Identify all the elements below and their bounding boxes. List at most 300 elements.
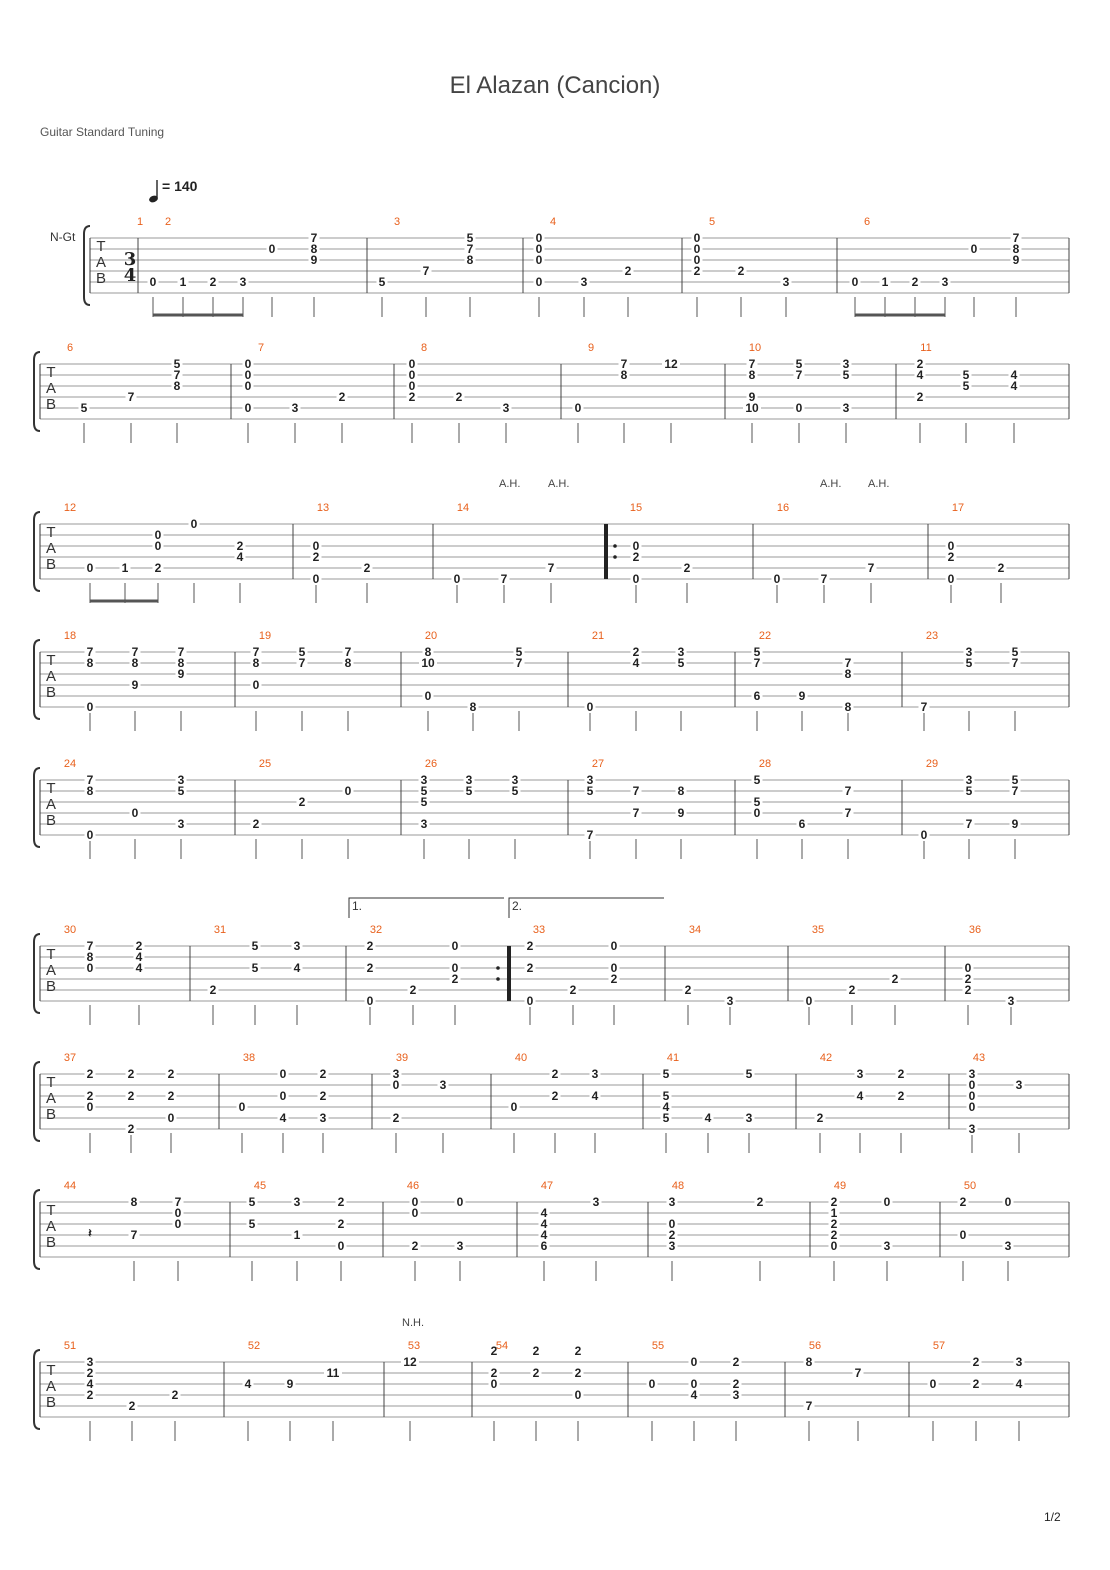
fret-number: 2 bbox=[632, 550, 640, 564]
measure-number: 47 bbox=[540, 1180, 554, 1192]
measure-number: 14 bbox=[456, 502, 470, 514]
fret-number: 0 bbox=[526, 994, 534, 1008]
fret-number: 2 bbox=[532, 1366, 540, 1380]
fret-number: 0 bbox=[453, 572, 461, 586]
fret-number: 2 bbox=[366, 961, 374, 975]
fret-number: 2 bbox=[848, 983, 856, 997]
fret-number: 0 bbox=[968, 1078, 976, 1092]
fret-number: 9 bbox=[798, 689, 806, 703]
fret-number: 0 bbox=[610, 939, 618, 953]
fret-number: 3 bbox=[239, 275, 247, 289]
fret-number: 2 bbox=[167, 1067, 175, 1081]
fret-number: 0 bbox=[668, 1217, 676, 1231]
fret-number: 7 bbox=[1011, 656, 1019, 670]
system-bracket bbox=[34, 1190, 40, 1269]
fret-number: 2 bbox=[916, 390, 924, 404]
tab-system bbox=[34, 1190, 1069, 1281]
measure-number: 12 bbox=[63, 502, 77, 514]
fret-number: 3 bbox=[439, 1078, 447, 1092]
fret-number: 8 bbox=[173, 379, 181, 393]
fret-number: 2 bbox=[830, 1195, 838, 1209]
fret-number: 3 bbox=[1007, 994, 1015, 1008]
fret-number: 0 bbox=[337, 1239, 345, 1253]
fret-number: 7 bbox=[177, 645, 185, 659]
fret-number: 2 bbox=[964, 983, 972, 997]
fret-number: 3 bbox=[591, 1067, 599, 1081]
fret-number: 5 bbox=[586, 784, 594, 798]
system-bracket bbox=[34, 1350, 40, 1429]
fret-number: 0 bbox=[268, 242, 276, 256]
fret-number: 0 bbox=[535, 275, 543, 289]
tab-clef-letter: T bbox=[46, 652, 56, 669]
fret-number: 5 bbox=[173, 357, 181, 371]
tab-clef-letter: A bbox=[45, 380, 57, 397]
fret-number: 2 bbox=[624, 264, 632, 278]
fret-number: 4 bbox=[704, 1111, 712, 1125]
tab-clef-letter: A bbox=[45, 1218, 57, 1235]
system-bracket bbox=[34, 934, 40, 1013]
fret-number: 4 bbox=[632, 656, 640, 670]
fret-number: 3 bbox=[592, 1195, 600, 1209]
fret-number: 7 bbox=[500, 572, 508, 586]
tab-clef-letter: B bbox=[45, 978, 57, 995]
fret-number: 4 bbox=[916, 368, 924, 382]
system-bracket bbox=[34, 512, 40, 591]
fret-number: 6 bbox=[540, 1239, 548, 1253]
fret-number: 0 bbox=[883, 1195, 891, 1209]
fret-number: 7 bbox=[748, 357, 756, 371]
measure-number: 6 bbox=[863, 216, 871, 228]
fret-number: 8 bbox=[86, 656, 94, 670]
tab-clef-letter: B bbox=[95, 270, 107, 287]
fret-number: 2 bbox=[911, 275, 919, 289]
fret-number: 9 bbox=[1011, 817, 1019, 831]
fret-number: 3 bbox=[842, 401, 850, 415]
measure-number: 57 bbox=[932, 1340, 946, 1352]
measure-number: 3 bbox=[393, 216, 401, 228]
fret-number: 8 bbox=[131, 656, 139, 670]
tuning-label: Guitar Standard Tuning bbox=[40, 125, 165, 139]
fret-number: 6 bbox=[753, 689, 761, 703]
tab-clef-letter: B bbox=[45, 396, 57, 413]
fret-number: 3 bbox=[726, 994, 734, 1008]
fret-number: 2 bbox=[526, 961, 534, 975]
fret-number: 3 bbox=[1015, 1355, 1023, 1369]
fret-number: 0 bbox=[830, 1239, 838, 1253]
fret-number: 5 bbox=[677, 656, 685, 670]
harmonic-annotation: A.H. bbox=[548, 478, 570, 490]
fret-number: 0 bbox=[154, 528, 162, 542]
fret-number: 0 bbox=[490, 1377, 498, 1391]
measure-number: 56 bbox=[808, 1340, 822, 1352]
fret-number: 2 bbox=[574, 1344, 582, 1358]
fret-number: 7 bbox=[620, 357, 628, 371]
tab-clef-letter: T bbox=[46, 1074, 56, 1091]
fret-number: 7 bbox=[632, 784, 640, 798]
measure-number: 54 bbox=[495, 1340, 509, 1352]
fret-number: 3 bbox=[842, 357, 850, 371]
fret-number: 4 bbox=[540, 1228, 548, 1242]
fret-number: 0 bbox=[964, 961, 972, 975]
fret-number: 7 bbox=[127, 390, 135, 404]
fret-number: 5 bbox=[965, 656, 973, 670]
fret-number: 8 bbox=[844, 700, 852, 714]
volta-label: 1. bbox=[352, 899, 363, 913]
fret-number: 0 bbox=[456, 1195, 464, 1209]
measure-number: 30 bbox=[63, 924, 77, 936]
measure-number: 8 bbox=[420, 342, 428, 354]
fret-number: 2 bbox=[569, 983, 577, 997]
measure-number: 1 bbox=[136, 216, 144, 228]
fret-number: 0 bbox=[366, 994, 374, 1008]
tab-system bbox=[34, 352, 1069, 443]
measure-number: 7 bbox=[257, 342, 265, 354]
fret-number: 8 bbox=[677, 784, 685, 798]
fret-number: 7 bbox=[344, 645, 352, 659]
fret-number: 3 bbox=[465, 773, 473, 787]
measure-number: 2 bbox=[164, 216, 172, 228]
fret-number: 2 bbox=[897, 1089, 905, 1103]
fret-number: 7 bbox=[547, 561, 555, 575]
fret-number: 5 bbox=[753, 773, 761, 787]
measure-number: 23 bbox=[925, 630, 939, 642]
fret-number: 7 bbox=[844, 784, 852, 798]
fret-number: 5 bbox=[745, 1067, 753, 1081]
repeat-dot bbox=[496, 966, 500, 970]
fret-number: 3 bbox=[293, 939, 301, 953]
fret-number: 0 bbox=[920, 828, 928, 842]
fret-number: 3 bbox=[177, 773, 185, 787]
fret-number: 0 bbox=[693, 231, 701, 245]
fret-number: 7 bbox=[632, 806, 640, 820]
fret-number: 8 bbox=[805, 1355, 813, 1369]
fret-number: 8 bbox=[310, 242, 318, 256]
fret-number: 2 bbox=[209, 983, 217, 997]
fret-number: 2 bbox=[668, 1228, 676, 1242]
fret-number: 8 bbox=[748, 368, 756, 382]
fret-number: 0 bbox=[190, 517, 198, 531]
fret-number: 4 bbox=[244, 1377, 252, 1391]
fret-number: 5 bbox=[842, 368, 850, 382]
fret-number: 5 bbox=[753, 645, 761, 659]
tab-clef-letter: T bbox=[46, 1362, 56, 1379]
fret-number: 5 bbox=[753, 795, 761, 809]
fret-number: 0 bbox=[947, 572, 955, 586]
tab-system bbox=[34, 640, 1069, 731]
fret-number: 2 bbox=[338, 390, 346, 404]
fret-number: 2 bbox=[972, 1377, 980, 1391]
fret-number: 0 bbox=[408, 357, 416, 371]
fret-number: 8 bbox=[86, 784, 94, 798]
tab-clef-letter: B bbox=[45, 556, 57, 573]
fret-number: 7 bbox=[753, 656, 761, 670]
volta-bracket bbox=[349, 898, 504, 918]
fret-number: 9 bbox=[748, 390, 756, 404]
measure-number: 39 bbox=[395, 1052, 409, 1064]
fret-number: 7 bbox=[310, 231, 318, 245]
fret-number: 4 bbox=[540, 1217, 548, 1231]
fret-number: 4 bbox=[236, 550, 244, 564]
fret-number: 2 bbox=[947, 550, 955, 564]
tab-clef-letter: B bbox=[45, 1106, 57, 1123]
fret-number: 7 bbox=[174, 1195, 182, 1209]
fret-number: 0 bbox=[174, 1217, 182, 1231]
fret-number: 0 bbox=[424, 689, 432, 703]
fret-number: 7 bbox=[586, 828, 594, 842]
measure-number: 32 bbox=[369, 924, 383, 936]
fret-number: 0 bbox=[968, 1100, 976, 1114]
fret-number: 0 bbox=[1004, 1195, 1012, 1209]
quarter-rest: 𝄽 bbox=[88, 1226, 92, 1240]
fret-number: 7 bbox=[131, 645, 139, 659]
fret-number: 0 bbox=[451, 939, 459, 953]
fret-number: 3 bbox=[968, 1067, 976, 1081]
fret-number: 9 bbox=[1012, 253, 1020, 267]
fret-number: 7 bbox=[854, 1366, 862, 1380]
fret-number: 0 bbox=[86, 1100, 94, 1114]
fret-number: 0 bbox=[610, 961, 618, 975]
fret-number: 2 bbox=[610, 972, 618, 986]
fret-number: 0 bbox=[154, 539, 162, 553]
fret-number: 4 bbox=[293, 961, 301, 975]
fret-number: 8 bbox=[252, 656, 260, 670]
fret-number: 0 bbox=[244, 357, 252, 371]
fret-number: 0 bbox=[411, 1195, 419, 1209]
fret-number: 0 bbox=[929, 1377, 937, 1391]
fret-number: 4 bbox=[86, 1377, 94, 1391]
fret-number: 7 bbox=[1011, 784, 1019, 798]
measure-number: 5 bbox=[708, 216, 716, 228]
fret-number: 2 bbox=[86, 1366, 94, 1380]
measure-number: 52 bbox=[247, 1340, 261, 1352]
fret-number: 8 bbox=[469, 700, 477, 714]
fret-number: 5 bbox=[251, 961, 259, 975]
fret-number: 3 bbox=[965, 773, 973, 787]
fret-number: 5 bbox=[965, 784, 973, 798]
fret-number: 3 bbox=[668, 1195, 676, 1209]
fret-number: 7 bbox=[820, 572, 828, 586]
fret-number: 2 bbox=[409, 983, 417, 997]
fret-number: 7 bbox=[422, 264, 430, 278]
fret-number: 0 bbox=[174, 1206, 182, 1220]
fret-number: 7 bbox=[515, 656, 523, 670]
measure-number: 21 bbox=[591, 630, 605, 642]
fret-number: 0 bbox=[535, 253, 543, 267]
measure-number: 35 bbox=[811, 924, 825, 936]
fret-number: 2 bbox=[551, 1089, 559, 1103]
fret-number: 3 bbox=[511, 773, 519, 787]
fret-number: 3 bbox=[965, 645, 973, 659]
fret-number: 2 bbox=[154, 561, 162, 575]
fret-number: 5 bbox=[420, 784, 428, 798]
fret-number: 2 bbox=[171, 1388, 179, 1402]
fret-number: 2 bbox=[959, 1195, 967, 1209]
tab-clef-letter: A bbox=[45, 540, 57, 557]
measure-number: 25 bbox=[258, 758, 272, 770]
repeat-dot bbox=[613, 544, 617, 548]
measure-number: 6 bbox=[66, 342, 74, 354]
fret-number: 7 bbox=[86, 939, 94, 953]
fret-number: 2 bbox=[891, 972, 899, 986]
fret-number: 0 bbox=[632, 539, 640, 553]
fret-number: 0 bbox=[131, 806, 139, 820]
fret-number: 5 bbox=[80, 401, 88, 415]
fret-number: 0 bbox=[574, 1388, 582, 1402]
fret-number: 8 bbox=[344, 656, 352, 670]
fret-number: 5 bbox=[466, 231, 474, 245]
fret-number: 0 bbox=[690, 1377, 698, 1391]
fret-number: 2 bbox=[411, 1239, 419, 1253]
fret-number: 7 bbox=[805, 1399, 813, 1413]
tab-clef-letter: A bbox=[95, 254, 107, 271]
fret-number: 5 bbox=[962, 368, 970, 382]
page-number: 1/2 bbox=[1044, 1510, 1061, 1524]
fret-number: 3 bbox=[732, 1388, 740, 1402]
fret-number: 0 bbox=[149, 275, 157, 289]
fret-number: 8 bbox=[130, 1195, 138, 1209]
harmonic-annotation: A.H. bbox=[499, 478, 521, 490]
volta-bracket bbox=[509, 898, 664, 918]
fret-number: 2 bbox=[86, 1067, 94, 1081]
fret-number: 2 bbox=[490, 1344, 498, 1358]
fret-number: 0 bbox=[574, 401, 582, 415]
fret-number: 9 bbox=[131, 678, 139, 692]
measure-number: 11 bbox=[920, 342, 932, 354]
measure-number: 38 bbox=[242, 1052, 256, 1064]
fret-number: 2 bbox=[127, 1089, 135, 1103]
fret-number: 5 bbox=[662, 1089, 670, 1103]
fret-number: 0 bbox=[408, 368, 416, 382]
fret-number: 3 bbox=[677, 645, 685, 659]
fret-number: 0 bbox=[753, 806, 761, 820]
fret-number: 0 bbox=[970, 242, 978, 256]
fret-number: 10 bbox=[745, 401, 759, 415]
measure-number: 10 bbox=[748, 342, 762, 354]
fret-number: 0 bbox=[805, 994, 813, 1008]
system-bracket bbox=[34, 640, 40, 719]
fret-number: 1 bbox=[121, 561, 129, 575]
fret-number: 5 bbox=[1011, 645, 1019, 659]
fret-number: 0 bbox=[851, 275, 859, 289]
tab-clef-letter: T bbox=[46, 524, 56, 541]
fret-number: 2 bbox=[897, 1067, 905, 1081]
fret-number: 7 bbox=[1012, 231, 1020, 245]
fret-number: 0 bbox=[586, 700, 594, 714]
fret-number: 3 bbox=[580, 275, 588, 289]
fret-number: 9 bbox=[177, 667, 185, 681]
fret-number: 4 bbox=[540, 1206, 548, 1220]
tempo-label: = 140 bbox=[162, 178, 198, 194]
fret-number: 5 bbox=[251, 939, 259, 953]
fret-number: 2 bbox=[128, 1399, 136, 1413]
measure-number: 33 bbox=[532, 924, 546, 936]
fret-number: 3 bbox=[293, 1195, 301, 1209]
measure-number: 51 bbox=[63, 1340, 77, 1352]
measure-number: 27 bbox=[591, 758, 605, 770]
fret-number: 7 bbox=[920, 700, 928, 714]
fret-number: 8 bbox=[844, 667, 852, 681]
tab-clef-letter: B bbox=[45, 1234, 57, 1251]
fret-number: 0 bbox=[244, 401, 252, 415]
fret-number: 3 bbox=[586, 773, 594, 787]
tab-clef-letter: A bbox=[45, 668, 57, 685]
fret-number: 9 bbox=[310, 253, 318, 267]
fret-number: 0 bbox=[238, 1100, 246, 1114]
fret-number: 2 bbox=[964, 972, 972, 986]
fret-number: 2 bbox=[392, 1111, 400, 1125]
fret-number: 8 bbox=[620, 368, 628, 382]
fret-number: 3 bbox=[1004, 1239, 1012, 1253]
fret-number: 5 bbox=[962, 379, 970, 393]
fret-number: 2 bbox=[408, 390, 416, 404]
fret-number: 8 bbox=[86, 950, 94, 964]
measure-number: 41 bbox=[666, 1052, 680, 1064]
fret-number: 3 bbox=[420, 773, 428, 787]
tab-system bbox=[84, 226, 1069, 317]
measure-number: 31 bbox=[213, 924, 227, 936]
fret-number: 2 bbox=[972, 1355, 980, 1369]
fret-number: 0 bbox=[392, 1078, 400, 1092]
fret-number: 2 bbox=[363, 561, 371, 575]
fret-number: 5 bbox=[662, 1111, 670, 1125]
measure-number: 15 bbox=[629, 502, 643, 514]
fret-number: 4 bbox=[690, 1388, 698, 1402]
fret-number: 2 bbox=[684, 983, 692, 997]
measure-number: 17 bbox=[951, 502, 965, 514]
fret-number: 0 bbox=[312, 539, 320, 553]
measure-number: 20 bbox=[424, 630, 438, 642]
measure-number: 50 bbox=[963, 1180, 977, 1192]
measure-number: 19 bbox=[258, 630, 272, 642]
fret-number: 2 bbox=[337, 1195, 345, 1209]
measure-number: 43 bbox=[972, 1052, 986, 1064]
fret-number: 0 bbox=[510, 1100, 518, 1114]
fret-number: 7 bbox=[130, 1228, 138, 1242]
fret-number: 2 bbox=[319, 1089, 327, 1103]
fret-number: 10 bbox=[421, 656, 435, 670]
fret-number: 0 bbox=[451, 961, 459, 975]
measure-number: 22 bbox=[758, 630, 772, 642]
measure-number: 9 bbox=[587, 342, 595, 354]
measure-number: 42 bbox=[819, 1052, 833, 1064]
tab-clef-letter: T bbox=[96, 238, 106, 255]
fret-number: 5 bbox=[177, 784, 185, 798]
fret-number: 5 bbox=[1011, 773, 1019, 787]
fret-number: 0 bbox=[279, 1067, 287, 1081]
fret-number: 0 bbox=[167, 1111, 175, 1125]
fret-number: 2 bbox=[816, 1111, 824, 1125]
fret-number: 2 bbox=[830, 1228, 838, 1242]
fret-number: 4 bbox=[1015, 1377, 1023, 1391]
harmonic-annotation: N.H. bbox=[402, 1317, 424, 1329]
fret-number: 12 bbox=[664, 357, 678, 371]
fret-number: 3 bbox=[668, 1239, 676, 1253]
fret-number: 7 bbox=[965, 817, 973, 831]
fret-number: 4 bbox=[1010, 368, 1018, 382]
tab-clef-letter: B bbox=[45, 684, 57, 701]
fret-number: 3 bbox=[86, 1355, 94, 1369]
tab-system bbox=[34, 512, 1069, 603]
fret-number: 0 bbox=[693, 253, 701, 267]
fret-number: 2 bbox=[209, 275, 217, 289]
fret-number: 2 bbox=[337, 1217, 345, 1231]
measure-number: 44 bbox=[63, 1180, 77, 1192]
fret-number: 0 bbox=[968, 1089, 976, 1103]
tab-system bbox=[34, 1345, 1069, 1441]
fret-number: 2 bbox=[830, 1217, 838, 1231]
tab-clef-letter: A bbox=[45, 796, 57, 813]
fret-number: 7 bbox=[86, 645, 94, 659]
